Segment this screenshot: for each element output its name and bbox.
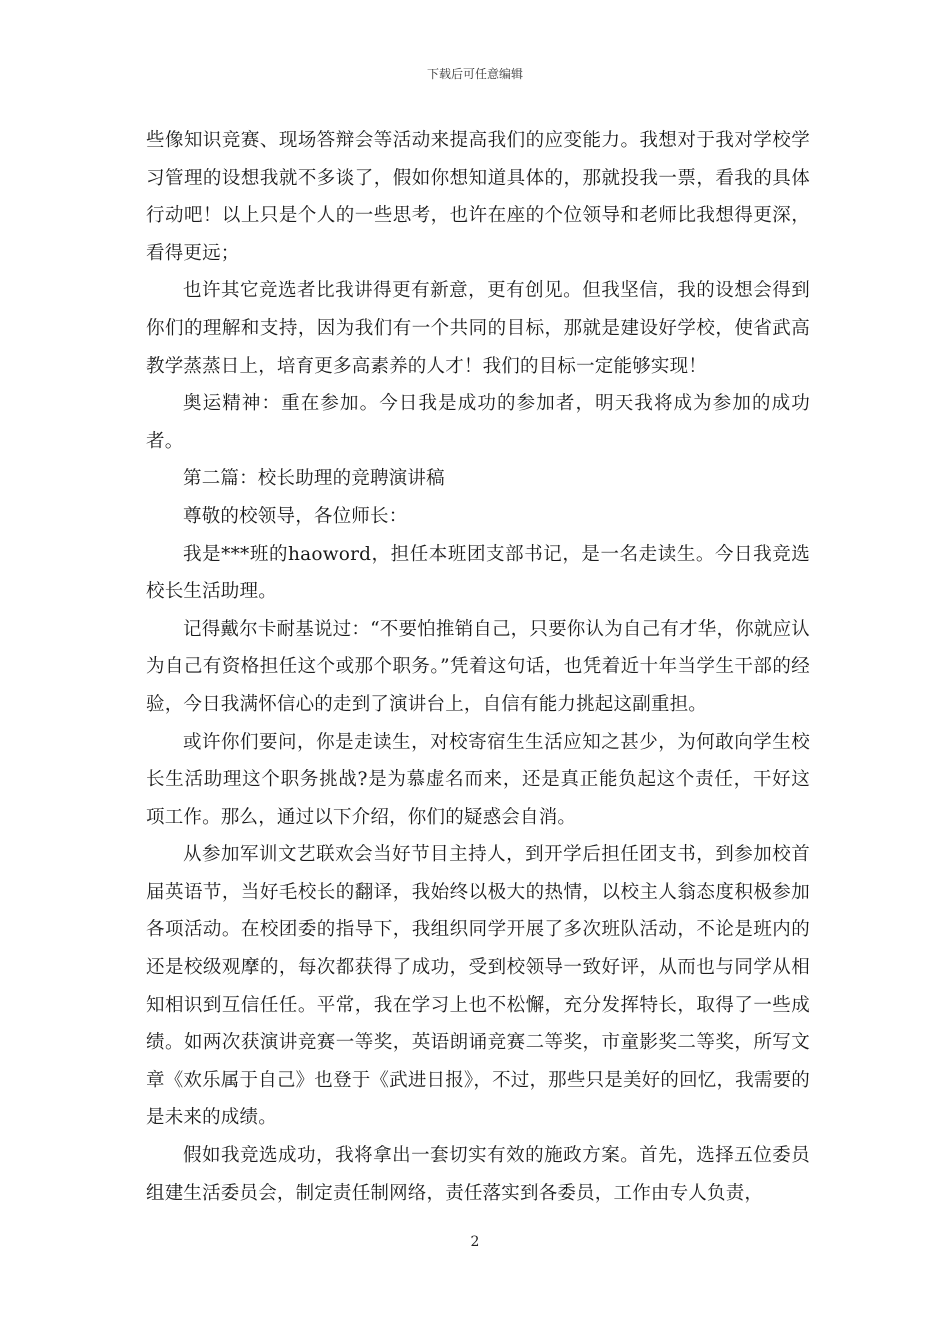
paragraph: 我是***班的haoword，担任本班团支部书记，是一名走读生。今日我竞选校长生活助理。 (146, 543, 810, 603)
salutation: 尊敬的校领导，各位师长： (183, 505, 408, 527)
paragraph: 从参加军训文艺联欢会当好节目主持人，到开学后担任团支书，到参加校首届英语节，当好毛校长的翻译，我始终以极大的热情，以校主人翁态度积极参加各项活动。在校团委的指导下，我组织同学开展了多次班队活动，不论是班内的还是校级观摩的，每次都获得了成功，受到校领导一致好评，从而也与同学从相知相识到互信任任。平常，我在学习上也不松懈，充分发挥特长，取得了一些成绩。如两次获演讲竞赛一等奖，英语朗诵竞赛二等奖，市童影奖二等奖，所写文章《欢乐属于自己》也登于《武进日报》，不过，那些只是美好的回忆，我需要的是未来的成绩。 (146, 844, 810, 1129)
paragraph: 记得戴尔卡耐基说过：“不要怕推销自己，只要你认为自己有才华，你就应认为自己有资格担任这个或那个职务。”凭着这句话，也凭着近十年当学生干部的经验，今日我满怀信心的走到了演讲台上，自信有能力挑起这副重担。 (146, 618, 810, 715)
paragraph: 假如我竞选成功，我将拿出一套切实有效的施政方案。首先，选择五位委员组建生活委员会，制定责任制网络，责任落实到各委员，工作由专人负责， (146, 1145, 810, 1204)
section-heading: 第二篇：校长助理的竞聘演讲稿 (183, 468, 445, 490)
paragraph: 奥运精神：重在参加。今日我是成功的参加者，明天我将成为参加的成功者。 (146, 393, 810, 452)
page-number: 2 (470, 1234, 480, 1250)
page-header-note: 下载后可任意编辑 (426, 67, 523, 81)
document-body (146, 122, 810, 1212)
paragraph: 或许你们要问，你是走读生，对校寄宿生生活应知之甚少，为何敢向学生校长生活助理这个职务挑战?是为慕虚名而来，还是真正能负起这个责任，干好这项工作。那么，通过以下介绍，你们的疑惑会自消。 (146, 731, 810, 828)
paragraph: 些像知识竞赛、现场答辩会等活动来提高我们的应变能力。我想对于我对学校学习管理的设想我就不多谈了，假如你想知道具体的，那就投我一票，看我的具体行动吧！以上只是个人的一些思考，也许在座的个位领导和老师比我想得更深，看得更远； (146, 130, 810, 264)
paragraph: 也许其它竞选者比我讲得更有新意，更有创见。但我坚信，我的设想会得到你们的理解和支持，因为我们有一个共同的目标，那就是建设好学校，使省武高教学蒸蒸日上，培育更多高素养的人才！我们的目标一定能够实现！ (146, 280, 810, 377)
